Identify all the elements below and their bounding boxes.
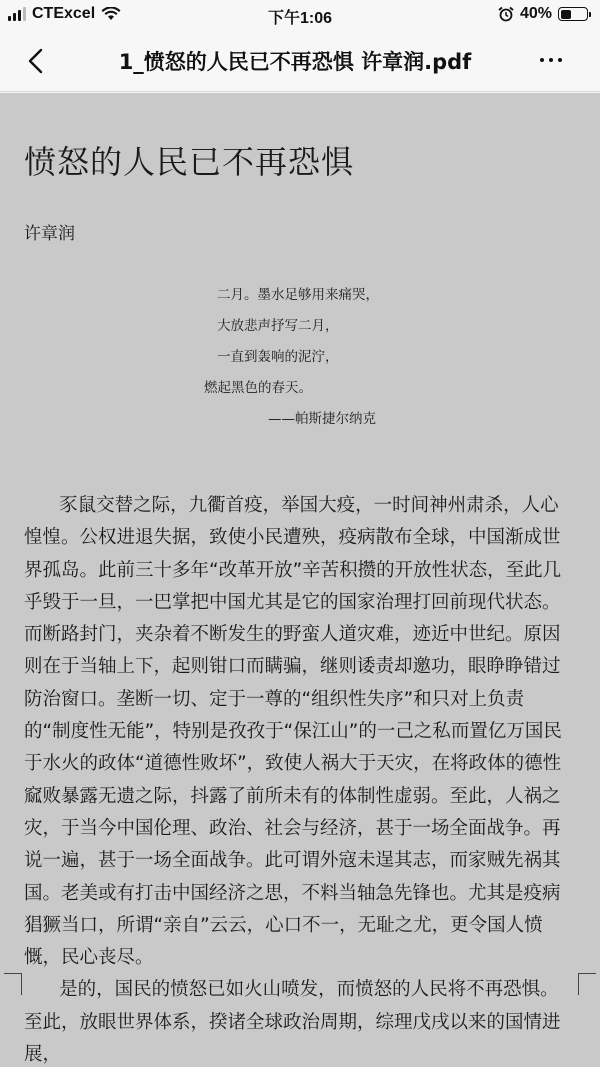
status-right: [498, 5, 588, 23]
body-line: 可谓外寇未逞其志，而家贼先祸其国。老美或有打击中国经济之思，: [24, 850, 561, 904]
body-line: 此，放眼世界体系，揆诸全球政治周期，综理戊戌以来的国情进展，: [24, 1011, 561, 1066]
body-line: 上下，起则钳口而瞒骗，继则诿责却邀功，眼睁睁错过防治窗口。垄: [24, 656, 561, 710]
poem-attribution: ——帕斯捷尔纳克: [268, 411, 376, 427]
more-options-button[interactable]: [540, 50, 570, 70]
body-line: 坏”，致使人祸大于天灾，在将政体的德性窳败暴露无遗之际，抖露了: [24, 753, 562, 807]
body-line: 前所未有的体制性虚弱。至此，人祸之灾，于当今中国伦理、政治、: [24, 785, 561, 839]
body-line: 旦，一巴掌把中国尤其是它的国家治理打回前现代状态。而断路封: [24, 591, 561, 646]
body-line: 豕鼠交替之际，九衢首疫，举国大疫，一时间神州肃杀，人心惶: [24, 495, 559, 549]
body-line: 岛。此前三十多年“改革开放”辛苦积攒的开放性状态，至此几乎毁于一: [24, 559, 562, 613]
body-line: 一，无耻之尤，更令国人愤慨，民心丧尽。: [24, 914, 543, 969]
paragraph-2: [24, 974, 564, 1067]
document-file-title: 1_愤怒的人民已不再恐惧 许章润.pdf: [118, 50, 472, 74]
more-dot-icon: [558, 58, 562, 62]
article-body: [24, 490, 564, 1067]
body-line: 不料当轴急先锋也。尤其是疫病猖獗当口，所谓“亲自”云云，心口不: [24, 882, 561, 936]
carrier-name: CTExcel: [32, 5, 96, 22]
alarm-clock-icon: [498, 6, 514, 22]
article-title: 愤怒的人民已不再恐惧: [24, 143, 355, 181]
battery-percent: 40%: [519, 5, 552, 22]
body-line: 惶。公权进退失据，致使小民遭殃，疫病散布全球，中国渐成世界孤: [24, 527, 561, 581]
poem-line: 二月。墨水足够用来痛哭，: [217, 287, 379, 303]
status-bar: [0, 0, 600, 32]
article-author: 许章润: [24, 224, 75, 244]
body-line: 社会与经济，甚于一场全面战争。再说一遍，甚于一场全面战争。此: [24, 817, 561, 872]
nav-bar: [0, 32, 600, 92]
page-corner-mark: [578, 973, 596, 995]
battery-fill: [561, 10, 571, 19]
body-line: 是孜孜于“保江山”的一己之私而置亿万国民于水火的政体“道德性败: [24, 721, 562, 775]
status-time: 下午1:06: [267, 10, 333, 27]
more-dot-icon: [549, 58, 553, 62]
more-dot-icon: [540, 58, 544, 62]
poem-line: 大放悲声抒写二月，: [217, 318, 339, 334]
poem-line: 燃起黑色的春天。: [204, 380, 312, 396]
battery-icon: [558, 7, 588, 21]
page-corner-mark: [4, 973, 22, 995]
pdf-page-view[interactable]: [0, 93, 600, 1067]
paragraph-1: [24, 490, 564, 974]
body-line: 是的，国民的愤怒已如火山喷发，而愤怒的人民将不再恐惧。至: [24, 979, 559, 1033]
body-line: 门，夹杂着不断发生的野蛮人道灾难，迹近中世纪。原因则在于当轴: [24, 624, 561, 678]
body-line: 断一切、定于一尊的“组织性失序”和只对上负责的“制度性无能”，特别: [24, 688, 525, 743]
poem-line: 一直到轰响的泥泞，: [217, 349, 339, 365]
back-button[interactable]: [22, 46, 52, 76]
